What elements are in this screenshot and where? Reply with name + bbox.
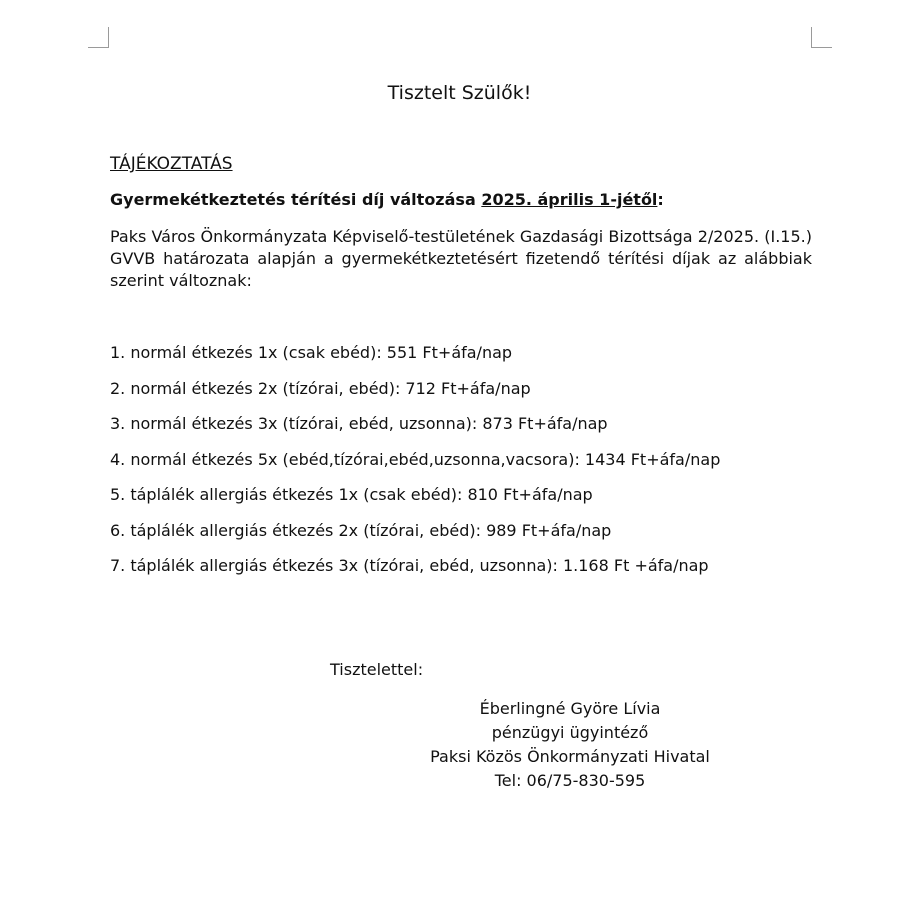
fee-item: 5. táplálék allergiás étkezés 1x (csak ebéd): 810 Ft+áfa/nap xyxy=(110,485,593,504)
fee-item: 2. normál étkezés 2x (tízórai, ebéd): 712 Ft+áfa/nap xyxy=(110,378,531,398)
fee-item: 4. normál étkezés 5x (ebéd,tízórai,ebéd,uzsonna,vacsora): 1434 Ft+áfa/nap xyxy=(110,449,721,469)
signature-office: Paksi Közös Önkormányzati Hivatal xyxy=(430,747,710,766)
page-corner-mark-right xyxy=(811,27,832,48)
signature-block xyxy=(400,697,740,793)
notice-heading: TÁJÉKOZTATÁS xyxy=(110,154,233,174)
signature-phone: Tel: 06/75-830-595 xyxy=(494,771,646,790)
subject-line xyxy=(110,190,812,209)
fee-item: 3. normál étkezés 3x (tízórai, ebéd, uzsonna): 873 Ft+áfa/nap xyxy=(110,414,608,433)
fee-item: 7. táplálék allergiás étkezés 3x (tízórai, ebéd, uzsonna): 1.168 Ft +áfa/nap xyxy=(110,556,709,575)
body-paragraph: Paks Város Önkormányzata Képviselő-testületének Gazdasági Bizottsága 2/2025. (I.15.) GVVB határozata alapján a gyermekétkeztetésért fizetendő térítési díjak az alábbiak szerint változnak: xyxy=(110,227,812,290)
fee-list xyxy=(110,342,720,591)
subject-prefix: Gyermekétkeztetés térítési díj változása xyxy=(110,190,482,209)
page-corner-mark-left xyxy=(88,27,109,48)
signature-position: pénzügyi ügyintéző xyxy=(491,723,649,742)
fee-item: 6. táplálék allergiás étkezés 2x (tízórai, ebéd): 989 Ft+áfa/nap xyxy=(110,520,612,540)
signature-name: Éberlingné Györe Lívia xyxy=(479,699,661,718)
subject-suffix: : xyxy=(657,190,664,209)
page-title: Tisztelt Szülők! xyxy=(387,82,532,104)
closing-text: Tisztelettel: xyxy=(330,660,424,679)
subject-date: 2025. április 1-jétől xyxy=(481,190,658,209)
fee-item: 1. normál étkezés 1x (csak ebéd): 551 Ft+áfa/nap xyxy=(110,343,513,362)
